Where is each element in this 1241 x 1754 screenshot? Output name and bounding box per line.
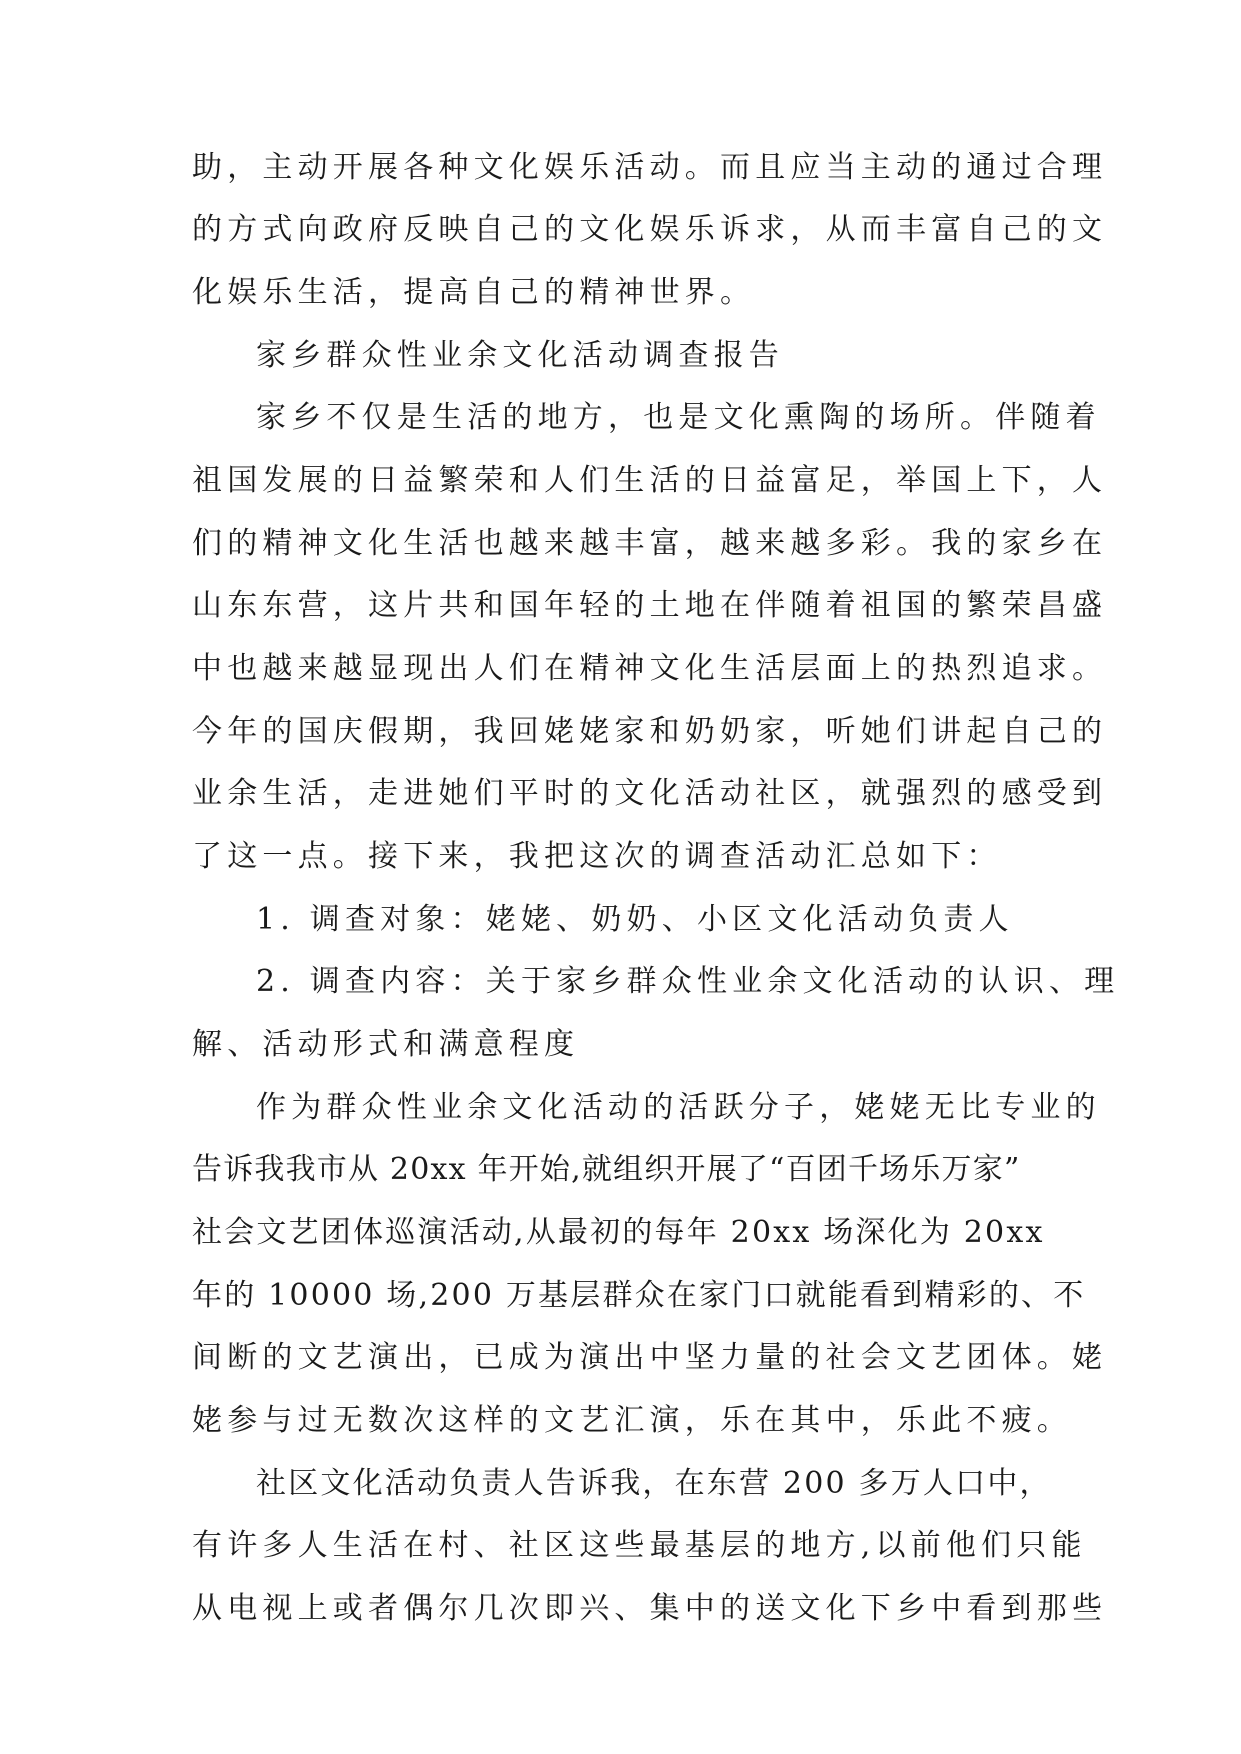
paragraph-line: 今年的国庆假期，我回姥姥家和奶奶家，听她们讲起自己的 bbox=[192, 714, 1108, 749]
paragraph-line: 社区文化活动负责人告诉我，在东营 200 多万人口中， bbox=[256, 1466, 1052, 1501]
paragraph-line: 作为群众性业余文化活动的活跃分子，姥姥无比专业的 bbox=[256, 1090, 1101, 1125]
paragraph-line: 们的精神文化生活也越来越丰富，越来越多彩。我的家乡在 bbox=[192, 526, 1108, 561]
paragraph-line: 山东东营，这片共和国年轻的土地在伴随着祖国的繁荣昌盛 bbox=[192, 588, 1108, 623]
paragraph-line: 告诉我我市从 20xx 年开始,就组织开展了“百团千场乐万家” bbox=[192, 1152, 1021, 1187]
paragraph-line: 了这一点。接下来，我把这次的调查活动汇总如下： bbox=[192, 839, 1002, 874]
paragraph-line: 助，主动开展各种文化娱乐活动。而且应当主动的通过合理 bbox=[192, 150, 1108, 185]
list-item: 2. 调查内容：关于家乡群众性业余文化活动的认识、理 bbox=[256, 964, 1120, 999]
paragraph-line: 间断的文艺演出，已成为演出中坚力量的社会文艺团体。姥 bbox=[192, 1340, 1108, 1375]
paragraph-line: 祖国发展的日益繁荣和人们生活的日益富足，举国上下，人 bbox=[192, 463, 1108, 498]
section-title: 家乡群众性业余文化活动调查报告 bbox=[256, 338, 784, 373]
paragraph-line: 家乡不仅是生活的地方，也是文化熏陶的场所。伴随着 bbox=[256, 400, 1101, 435]
paragraph-line: 年的 10000 场,200 万基层群众在家门口就能看到精彩的、不 bbox=[192, 1278, 1086, 1313]
paragraph-line: 中也越来越显现出人们在精神文化生活层面上的热烈追求。 bbox=[192, 651, 1108, 686]
paragraph-line: 姥参与过无数次这样的文艺汇演，乐在其中，乐此不疲。 bbox=[192, 1403, 1072, 1438]
paragraph-line: 有许多人生活在村、社区这些最基层的地方,以前他们只能 bbox=[192, 1528, 1087, 1563]
paragraph-line: 社会文艺团体巡演活动,从最初的每年 20xx 场深化为 20xx bbox=[192, 1215, 1045, 1250]
list-item: 1. 调查对象：姥姥、奶奶、小区文化活动负责人 bbox=[256, 902, 1014, 937]
paragraph-line: 的方式向政府反映自己的文化娱乐诉求，从而丰富自己的文 bbox=[192, 212, 1108, 247]
paragraph-line: 化娱乐生活，提高自己的精神世界。 bbox=[192, 275, 756, 310]
paragraph-line: 从电视上或者偶尔几次即兴、集中的送文化下乡中看到那些 bbox=[192, 1591, 1108, 1626]
paragraph-line: 业余生活，走进她们平时的文化活动社区，就强烈的感受到 bbox=[192, 776, 1108, 811]
paragraph-line: 解、活动形式和满意程度 bbox=[192, 1027, 580, 1062]
